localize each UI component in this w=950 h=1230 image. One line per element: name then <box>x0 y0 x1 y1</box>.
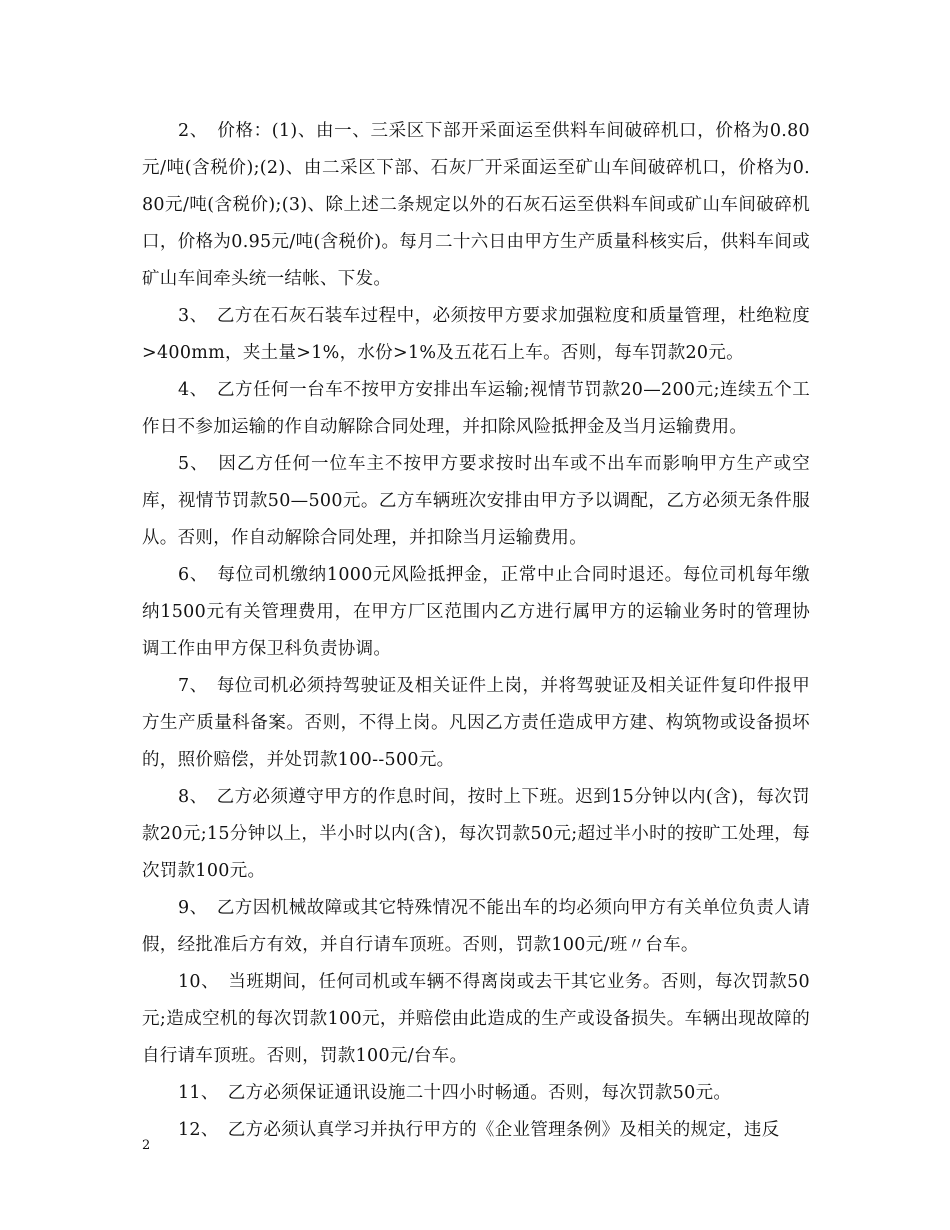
page-number: 2 <box>142 1138 151 1153</box>
clause-6-paragraph: 6、 每位司机缴纳1000元风险抵押金，正常中止合同时退还。每位司机每年缴纳1500元有关管理费用，在甲方厂区范围内乙方进行属甲方的运输业务时的管理协调工作由甲方保卫科负责协调。 <box>142 565 810 659</box>
clause-5-paragraph: 5、 因乙方任何一位车主不按甲方要求按时出车或不出车而影响甲方生产或空库，视情节罚款50—500元。乙方车辆班次安排由甲方予以调配，乙方必须无条件服从。否则，作自动解除合同处理，并扣除当月运输费用。 <box>142 454 810 548</box>
clause-12-paragraph: 12、 乙方必须认真学习并执行甲方的《企业管理条例》及相关的规定，违反 <box>178 1120 780 1140</box>
clause-4-paragraph: 4、 乙方任何一台车不按甲方安排出车运输;视情节罚款20—200元;连续五个工作日不参加运输的作自动解除合同处理，并扣除风险抵押金及当月运输费用。 <box>142 380 810 437</box>
clause-8-paragraph: 8、 乙方必须遵守甲方的作息时间，按时上下班。迟到15分钟以内(含)，每次罚款20元;15分钟以上，半小时以内(含)，每次罚款50元;超过半小时的按旷工处理，每次罚款100元。 <box>142 787 810 881</box>
clause-10-paragraph: 10、 当班期间，任何司机或车辆不得离岗或去干其它业务。否则，每次罚款50元;造成空机的每次罚款100元，并赔偿由此造成的生产或设备损失。车辆出现故障的自行请车顶班。否则，罚款100元/台车。 <box>142 972 810 1066</box>
clause-3-paragraph: 3、 乙方在石灰石装车过程中，必须按甲方要求加强粒度和质量管理，杜绝粒度>400mm，夹土量>1%，水份>1%及五花石上车。否则，每车罚款20元。 <box>142 306 810 363</box>
clause-7-paragraph: 7、 每位司机必须持驾驶证及相关证件上岗，并将驾驶证及相关证件复印件报甲方生产质量科备案。否则，不得上岗。凡因乙方责任造成甲方建、构筑物或设备损坏的，照价赔偿，并处罚款100--500元。 <box>142 676 810 770</box>
document-body <box>142 113 810 1149</box>
clause-2-paragraph: 2、 价格：(1)、由一、三采区下部开采面运至供料车间破碎机口，价格为0.80元/吨(含税价);(2)、由二采区下部、石灰厂开采面运至矿山车间破碎机口，价格为0.80元/吨(含税价);(3)、除上述二条规定以外的石灰石运至供料车间或矿山车间破碎机口，价格为0.95元/吨(含税价)。每月二十六日由甲方生产质量科核实后，供料车间或矿山车间牵头统一结帐、下发。 <box>142 121 810 289</box>
clause-11-paragraph: 11、 乙方必须保证通讯设施二十四小时畅通。否则，每次罚款50元。 <box>178 1083 732 1103</box>
clause-9-paragraph: 9、 乙方因机械故障或其它特殊情况不能出车的均必须向甲方有关单位负责人请假，经批准后方有效，并自行请车顶班。否则，罚款100元/班〃台车。 <box>142 898 810 955</box>
